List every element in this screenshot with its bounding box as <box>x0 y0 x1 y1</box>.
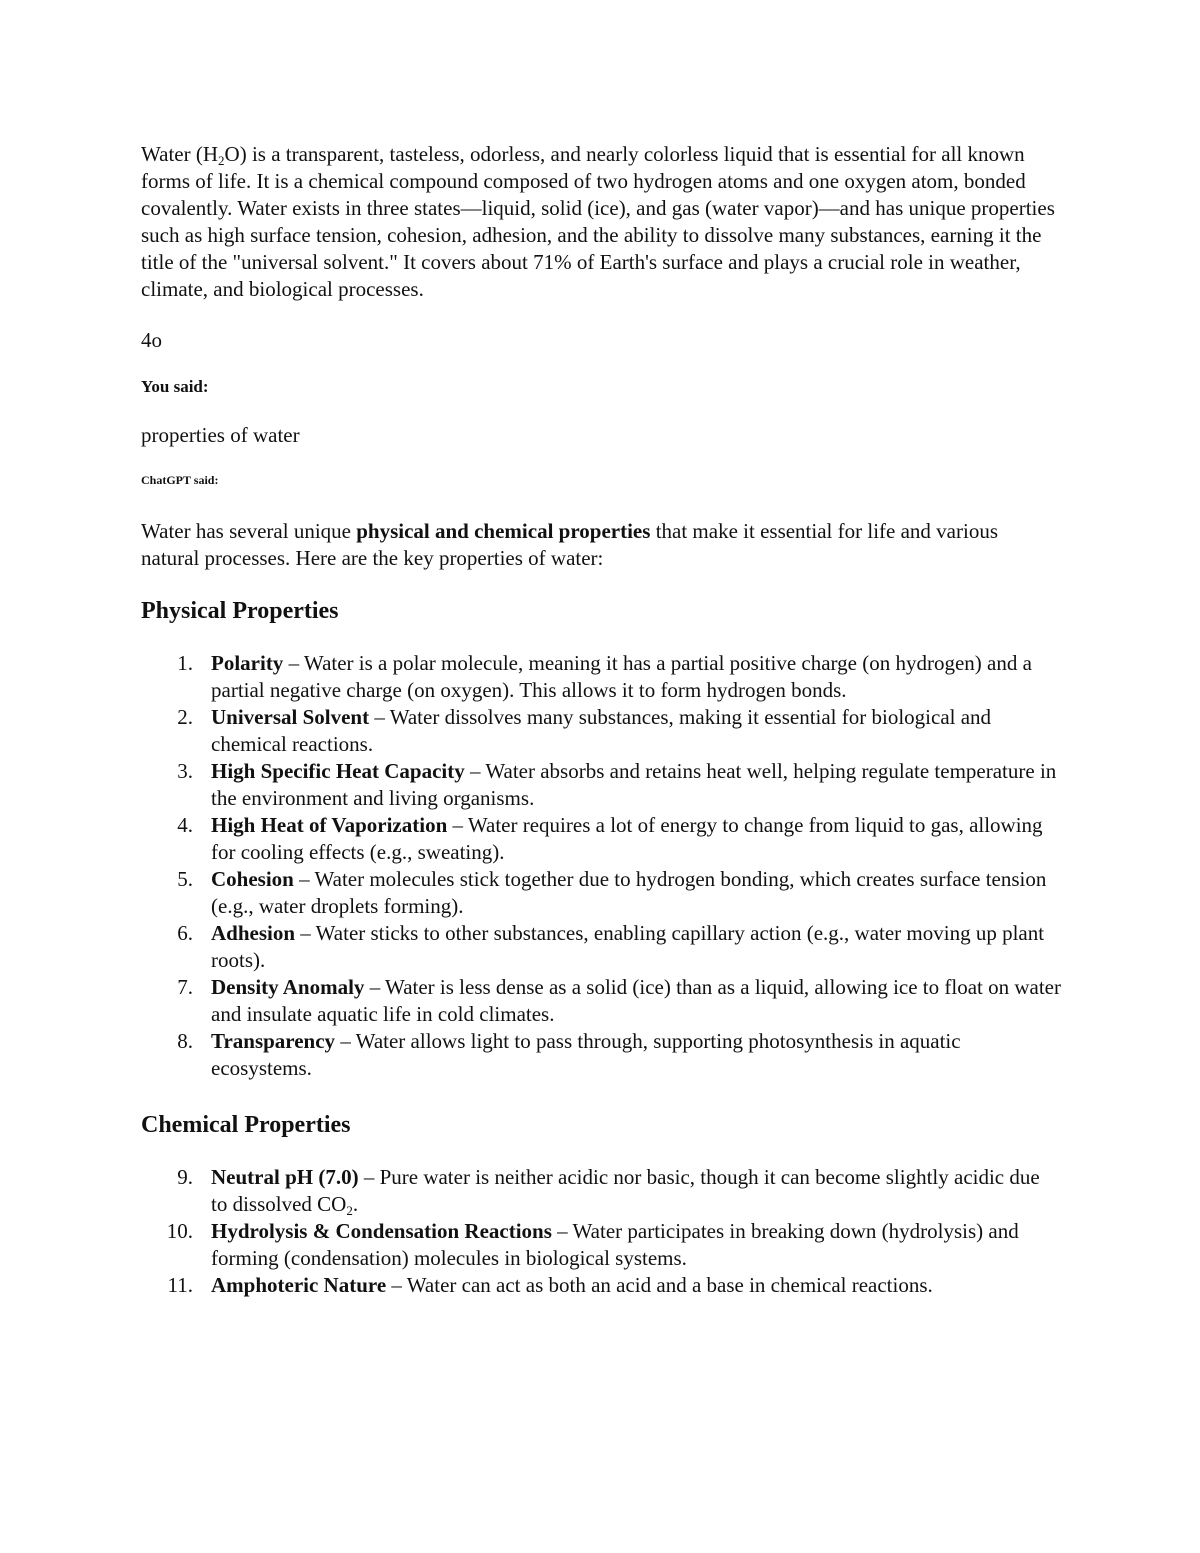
item-number: 1. <box>177 651 193 675</box>
item-term: Density Anomaly <box>211 975 365 999</box>
item-term: Amphoteric Nature <box>211 1273 387 1297</box>
user-message: properties of water <box>141 423 300 447</box>
item-desc: – Water is a polar molecule, meaning it has a partial positive charge (on hydrogen) and a partial negative charge (on oxygen). This allows it to form hydrogen bonds. <box>211 651 1032 702</box>
item-number: 4. <box>177 813 193 837</box>
list-item <box>141 758 1061 812</box>
list-item <box>141 1028 1061 1082</box>
item-number: 11. <box>167 1273 193 1297</box>
list-item <box>141 920 1061 974</box>
intro-rest: O) is a transparent, tasteless, odorless, and nearly colorless liquid that is essential for all known forms of life. It is a chemical compound composed of two hydrogen atoms and one oxygen atom, bonded covalently. Water exists in three states—liquid, solid (ice), and gas (water vapor)—and has unique properties such as high surface tension, cohesion, adhesion, and the ability to dissolve many substances, earning it the title of the "universal solvent." It covers about 71% of Earth's surface and plays a crucial role in weather, climate, and biological processes. <box>141 142 1055 301</box>
co2-subscript: 2 <box>346 1203 353 1218</box>
response-lead-after: that make it essential for life and various natural processes. Here are the key properties of water: <box>141 519 998 570</box>
intro-lead: Water (H <box>141 142 219 166</box>
physical-properties-heading: Physical Properties <box>141 598 339 624</box>
item-number: 3. <box>177 759 193 783</box>
item-desc: – Water can act as both an acid and a base in chemical reactions. <box>386 1273 933 1297</box>
item-desc: – Water is less dense as a solid (ice) than as a liquid, allowing ice to float on water and insulate aquatic life in cold climates. <box>211 975 1061 1026</box>
intro-paragraph <box>141 141 1061 303</box>
item-number: 2. <box>177 705 193 729</box>
item-desc: – Water absorbs and retains heat well, helping regulate temperature in the environment and living organisms. <box>211 759 1057 810</box>
item-desc: – Pure water is neither acidic nor basic, though it can become slightly acidic due to dissolved CO <box>211 1165 1040 1216</box>
item-number: 5. <box>177 867 193 891</box>
item-desc: – Water sticks to other substances, enabling capillary action (e.g., water moving up plant roots). <box>211 921 1045 972</box>
chemical-properties-list <box>141 1164 1061 1299</box>
list-item <box>141 650 1061 704</box>
item-number: 8. <box>177 1029 193 1053</box>
item-desc: – Water participates in breaking down (hydrolysis) and forming (condensation) molecules in biological systems. <box>211 1219 1019 1270</box>
item-tail: . <box>352 1192 359 1216</box>
item-term: Neutral pH (7.0) <box>211 1165 359 1189</box>
list-item <box>141 1272 1061 1299</box>
item-number: 10. <box>166 1219 193 1243</box>
item-term: Adhesion <box>211 921 296 945</box>
item-term: High Heat of Vaporization <box>211 813 448 837</box>
list-item <box>141 974 1061 1028</box>
item-number: 6. <box>177 921 193 945</box>
item-term: Universal Solvent <box>211 705 370 729</box>
list-item <box>141 812 1061 866</box>
list-item <box>141 704 1061 758</box>
physical-properties-list <box>141 650 1061 1082</box>
document-page <box>141 141 1061 1327</box>
chemical-properties-heading: Chemical Properties <box>141 1112 351 1138</box>
model-label: 4o <box>141 328 162 352</box>
response-lead-before: Water has several unique <box>141 519 357 543</box>
h2o-subscript: 2 <box>218 153 225 168</box>
list-item <box>141 1218 1061 1272</box>
item-desc: – Water requires a lot of energy to change from liquid to gas, allowing for cooling effects (e.g., sweating). <box>211 813 1043 864</box>
item-desc: – Water dissolves many substances, making it essential for biological and chemical reactions. <box>211 705 992 756</box>
item-desc: – Water allows light to pass through, supporting photosynthesis in aquatic ecosystems. <box>211 1029 961 1080</box>
item-term: Cohesion <box>211 867 294 891</box>
list-item <box>141 1164 1061 1218</box>
chatgpt-said-label: ChatGPT said: <box>141 473 219 487</box>
item-term: High Specific Heat Capacity <box>211 759 465 783</box>
response-lead-bold: physical and chemical properties <box>356 519 651 543</box>
you-said-label: You said: <box>141 377 209 396</box>
item-term: Transparency <box>211 1029 336 1053</box>
response-lead <box>141 518 1061 572</box>
item-desc: – Water molecules stick together due to hydrogen bonding, which creates surface tension (e.g., water droplets forming). <box>211 867 1047 918</box>
item-number: 9. <box>177 1165 193 1189</box>
item-term: Polarity <box>211 651 284 675</box>
item-number: 7. <box>177 975 193 999</box>
item-term: Hydrolysis & Condensation Reactions <box>211 1219 552 1243</box>
list-item <box>141 866 1061 920</box>
